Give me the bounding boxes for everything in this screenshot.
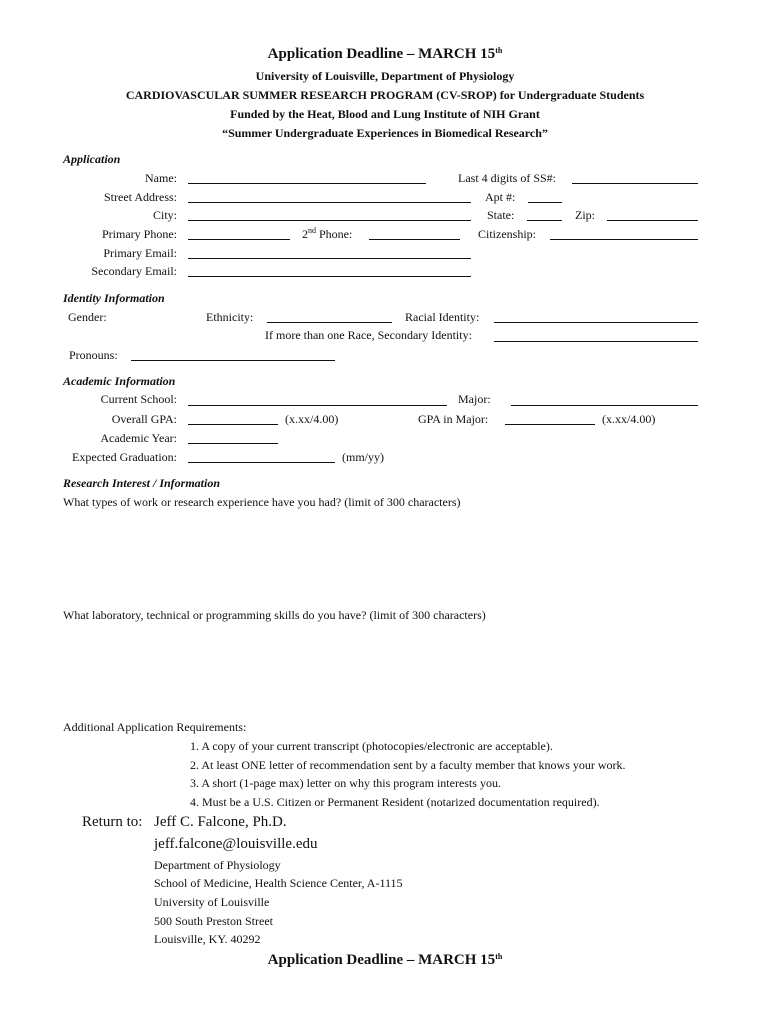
graduation-label: Expected Graduation:: [72, 450, 177, 464]
research-heading: Research Interest / Information: [63, 476, 221, 490]
gender-label: Gender:: [68, 310, 107, 324]
identity-heading: Identity Information: [63, 291, 165, 305]
secondary-identity-field[interactable]: [494, 341, 698, 342]
year-label: Academic Year:: [100, 431, 177, 445]
second-phone-label: 2nd Phone:: [302, 226, 353, 241]
gpa-label: Overall GPA:: [111, 412, 177, 426]
research-answer-1[interactable]: [63, 514, 703, 604]
primary-email-label: Primary Email:: [103, 246, 177, 260]
year-field[interactable]: [188, 443, 278, 444]
racial-label: Racial Identity:: [405, 310, 480, 324]
requirements-heading: Additional Application Requirements:: [63, 720, 247, 734]
funding-line: Funded by the Heat, Blood and Lung Institute of NIH Grant: [230, 107, 540, 121]
name-field[interactable]: [188, 183, 426, 184]
secondary-identity-label: If more than one Race, Secondary Identity:: [265, 328, 472, 342]
ethnicity-field[interactable]: [267, 322, 392, 323]
research-question-2: What laboratory, technical or programming skills do you have? (limit of 300 characters): [63, 608, 486, 622]
street-label: Street Address:: [104, 190, 177, 204]
gpa-major-field[interactable]: [505, 424, 595, 425]
zip-label: Zip:: [575, 208, 595, 222]
address-line: University of Louisville: [154, 895, 270, 909]
address-line: Louisville, KY. 40292: [154, 932, 261, 946]
address-line: Department of Physiology: [154, 858, 281, 872]
requirement-item: 2. At least ONE letter of recommendation sent by a faculty member that knows your work.: [190, 758, 626, 772]
return-label: Return to:: [82, 814, 143, 830]
graduation-field[interactable]: [188, 462, 335, 463]
academic-heading: Academic Information: [63, 374, 176, 388]
name-label: Name:: [145, 171, 177, 185]
requirement-item: 3. A short (1-page max) letter on why this program interests you.: [190, 776, 501, 790]
contact-email[interactable]: jeff.falcone@louisville.edu: [154, 836, 318, 852]
state-field[interactable]: [527, 220, 562, 221]
apt-field[interactable]: [528, 202, 562, 203]
research-question-1: What types of work or research experience have you had? (limit of 300 characters): [63, 495, 461, 509]
requirement-item: 1. A copy of your current transcript (photocopies/electronic are acceptable).: [190, 739, 553, 753]
ss-field[interactable]: [572, 183, 698, 184]
major-label: Major:: [458, 392, 491, 406]
school-label: Current School:: [100, 392, 177, 406]
deadline-heading: Application Deadline – MARCH 15th: [267, 46, 503, 62]
requirement-item: 4. Must be a U.S. Citizen or Permanent Resident (notarized documentation required).: [190, 795, 600, 809]
research-answer-2[interactable]: [63, 627, 703, 717]
program-line: CARDIOVASCULAR SUMMER RESEARCH PROGRAM (CV-SROP) for Undergraduate Students: [125, 88, 645, 102]
pronouns-label: Pronouns:: [69, 348, 118, 362]
footer-deadline: Application Deadline – MARCH 15th: [267, 952, 503, 968]
ethnicity-label: Ethnicity:: [206, 310, 254, 324]
apt-label: Apt #:: [485, 190, 516, 204]
racial-field[interactable]: [494, 322, 698, 323]
primary-email-field[interactable]: [188, 258, 471, 259]
primary-phone-field[interactable]: [188, 239, 290, 240]
citizenship-label: Citizenship:: [478, 227, 536, 241]
state-label: State:: [487, 208, 515, 222]
city-label: City:: [152, 208, 177, 222]
contact-name: Jeff C. Falcone, Ph.D.: [154, 814, 287, 830]
major-field[interactable]: [511, 405, 698, 406]
secondary-email-label: Secondary Email:: [91, 264, 177, 278]
subtitle-line: “Summer Undergraduate Experiences in Biomedical Research”: [222, 126, 548, 140]
city-field[interactable]: [188, 220, 471, 221]
gpa-scale: (x.xx/4.00): [285, 412, 339, 426]
gpa-field[interactable]: [188, 424, 278, 425]
school-field[interactable]: [188, 405, 447, 406]
pronouns-field[interactable]: [131, 360, 335, 361]
street-field[interactable]: [188, 202, 471, 203]
graduation-format: (mm/yy): [342, 450, 384, 464]
primary-phone-label: Primary Phone:: [102, 227, 177, 241]
zip-field[interactable]: [607, 220, 698, 221]
address-line: 500 South Preston Street: [154, 914, 273, 928]
ss-label: Last 4 digits of SS#:: [458, 171, 557, 185]
gpa-major-scale: (x.xx/4.00): [602, 412, 656, 426]
university-line: University of Louisville, Department of Physiology: [255, 69, 515, 83]
secondary-email-field[interactable]: [188, 276, 471, 277]
address-line: School of Medicine, Health Science Center, A-1115: [154, 876, 403, 890]
citizenship-field[interactable]: [550, 239, 698, 240]
application-heading: Application: [63, 152, 121, 166]
gpa-major-label: GPA in Major:: [418, 412, 489, 426]
second-phone-field[interactable]: [369, 239, 460, 240]
